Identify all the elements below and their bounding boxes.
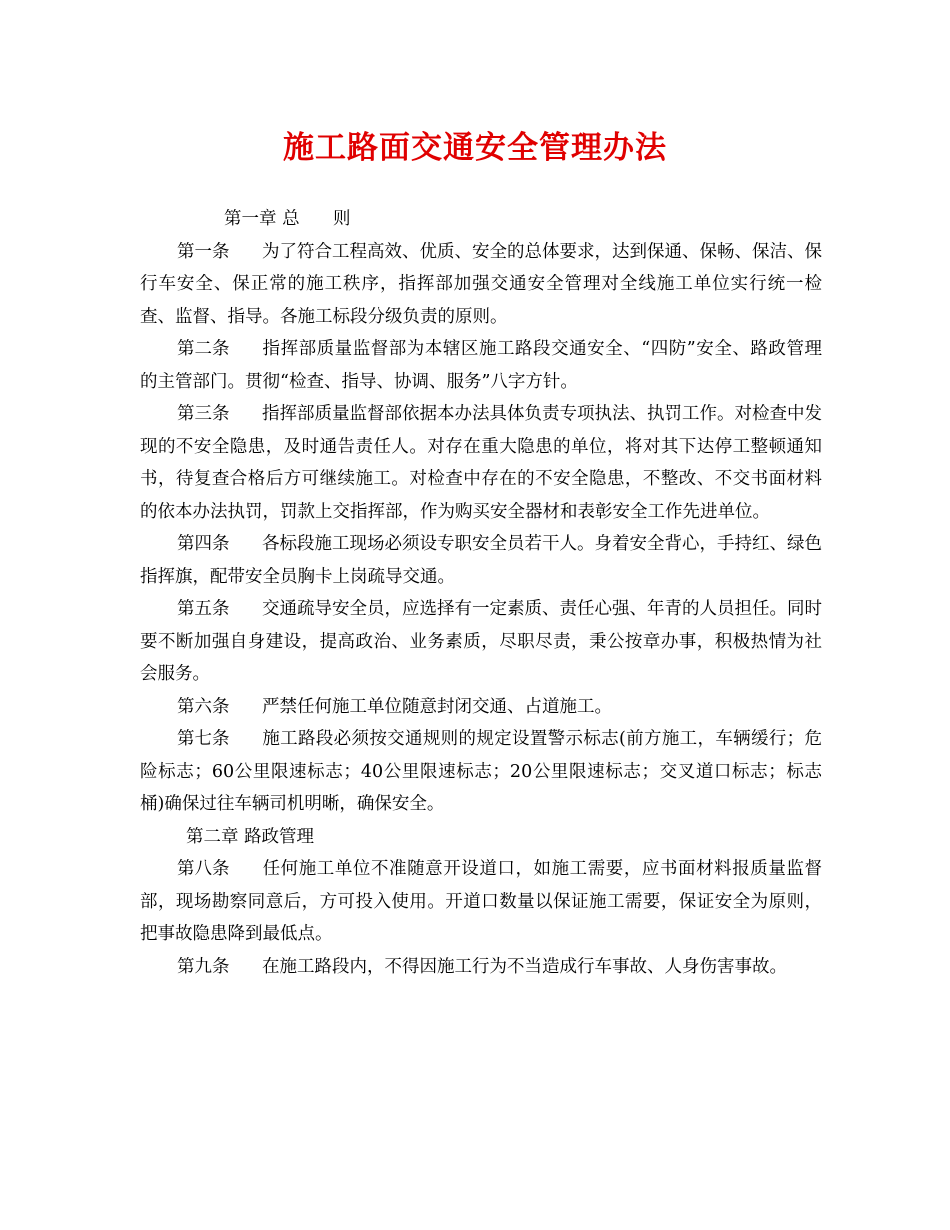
article-number: 第八条 <box>177 859 230 879</box>
article-text: 施工路段必须按交通规则的规定设置警示标志(前方施工，车辆缓行；危险标志；60公里限速标志；40公里限速标志；20公里限速标志；交叉道口标志；标志桶)确保过往车辆司机明晰，确保安全。 <box>140 729 822 814</box>
article-text: 交通疏导安全员，应选择有一定素质、责任心强、年青的人员担任。同时要不断加强自身建设，提高政治、业务素质，尽职尽责，秉公按章办事，积极热情为社会服务。 <box>140 599 822 684</box>
article-3 <box>140 398 822 528</box>
article-number: 第七条 <box>177 729 230 749</box>
article-8 <box>140 853 822 951</box>
article-5 <box>140 593 822 691</box>
article-7 <box>140 723 822 821</box>
article-4 <box>140 528 822 593</box>
article-number: 第一条 <box>177 241 230 262</box>
article-6 <box>140 691 822 724</box>
chapter-heading: 第二章 路政管理 <box>186 826 315 847</box>
article-1 <box>140 236 822 334</box>
article-number: 第四条 <box>177 534 230 554</box>
article-number: 第六条 <box>177 696 230 717</box>
article-text: 指挥部质量监督部依据本办法具体负责专项执法、执罚工作。对检查中发现的不安全隐患，及时通告责任人。对存在重大隐患的单位，将对其下达停工整顿通知书，待复查合格后方可继续施工。对检查中存在的不安全隐患，不整改、不交书面材料的依本办法执罚，罚款上交指挥部，作为购买安全器材和表彰安全工作先进单位。 <box>140 404 822 522</box>
article-number: 第三条 <box>177 404 230 424</box>
article-text: 指挥部质量监督部为本辖区施工路段交通安全、“四防”安全、路政管理的主管部门。贯彻“检查、指导、协调、服务”八字方针。 <box>140 339 822 392</box>
article-9 <box>140 951 822 984</box>
article-text: 各标段施工现场必须设专职安全员若干人。身着安全背心，手持红、绿色指挥旗，配带安全员胸卡上岗疏导交通。 <box>140 534 822 587</box>
article-text: 在施工路段内，不得因施工行为不当造成行车事故、人身伤害事故。 <box>262 956 787 977</box>
article-number: 第五条 <box>177 599 230 619</box>
article-number: 第二条 <box>177 339 230 359</box>
article-2 <box>140 333 822 398</box>
document-title: 施工路面交通安全管理办法 <box>283 130 667 166</box>
document-body <box>140 203 822 983</box>
article-text: 严禁任何施工单位随意封闭交通、占道施工。 <box>262 696 612 717</box>
article-number: 第九条 <box>177 956 230 977</box>
article-text: 为了符合工程高效、优质、安全的总体要求，达到保通、保畅、保洁、保行车安全、保正常的施工秩序，指挥部加强交通安全管理对全线施工单位实行统一检查、监督、指导。各施工标段分级负责的原则。 <box>140 241 822 327</box>
article-text: 任何施工单位不准随意开设道口，如施工需要，应书面材料报质量监督部，现场勘察同意后，方可投入使用。开道口数量以保证施工需要，保证安全为原则，把事故隐患降到最低点。 <box>140 859 822 944</box>
chapter-heading: 第一章 总 则 <box>224 209 351 229</box>
